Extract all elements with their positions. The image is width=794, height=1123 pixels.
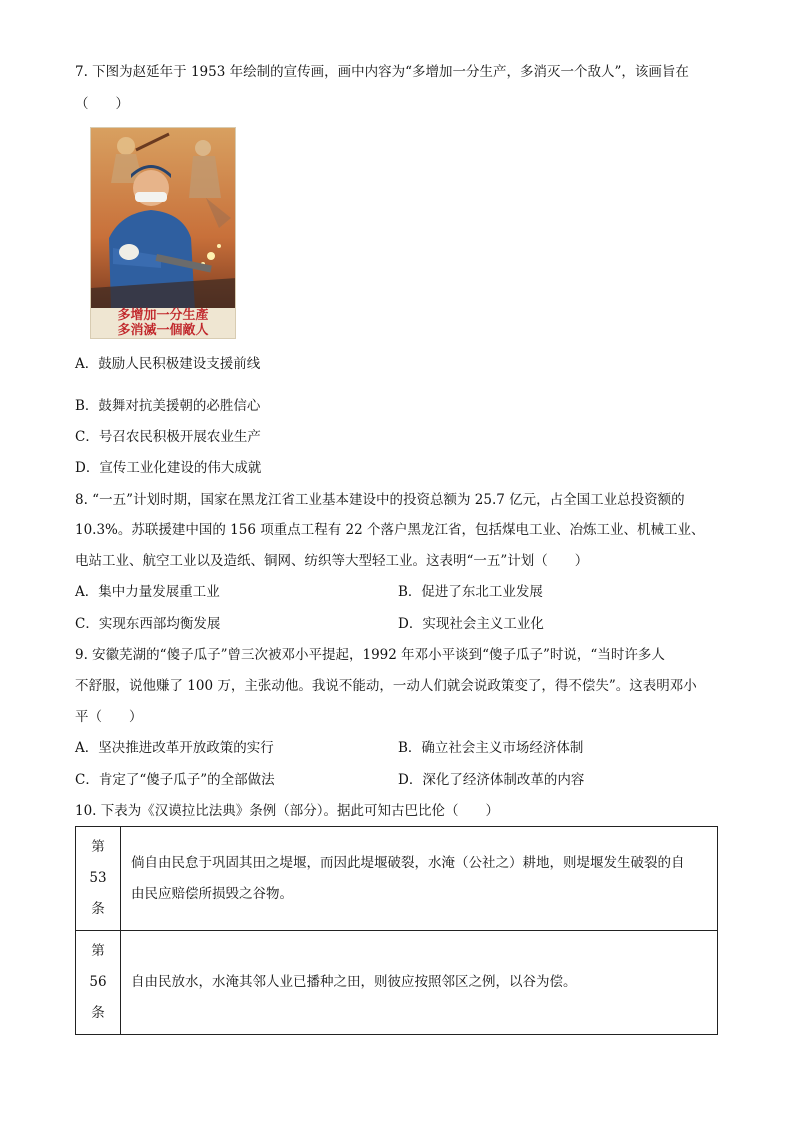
q9-stem-line-1: 9. 安徽芜湖的“傻子瓜子”曾三次被邓小平提起，1992 年邓小平谈到“傻子瓜子”时说，“当时许多人 [75,647,665,663]
article-number [76,931,121,1035]
article-suffix: 条 [91,901,105,917]
q8-stem-line-2: 10.3%。苏联援建中国的 156 项重点工程有 22 个落户黑龙江省，包括煤电工业、冶炼工业、机械工业、 [75,522,705,538]
article-text [121,827,718,931]
q8-option-b: B．促进了东北工业发展 [398,584,543,600]
article-text-line-1: 自由民放水，水淹其邻人业已播种之田，则彼应按照邻区之例，以谷为偿。 [131,974,577,990]
table-row [76,827,718,931]
article-suffix: 条 [91,1005,105,1021]
q8-stem-line-1: 8. “一五”计划时期，国家在黑龙江省工业基本建设中的投资总额为 25.7 亿元，占全国工业总投资额的 [75,492,685,508]
article-text-line-2: 由民应赔偿所损毁之谷物。 [131,885,293,902]
poster-caption [91,308,235,338]
q9-stem-line-3: 平（ ） [75,709,143,725]
q8-option-c: C．实现东西部均衡发展 [75,616,221,632]
q9-option-c: C．肯定了“傻子瓜子”的全部做法 [75,772,275,788]
propaganda-poster-image [90,127,236,339]
q8-stem-line-3: 电站工业、航空工业以及造纸、铜网、纺织等大型轻工业。这表明“一五”计划（ ） [75,553,589,569]
q8-option-a: A．集中力量发展重工业 [75,584,220,600]
q7-stem-line-2: （ ） [75,96,129,112]
article-digits: 53 [89,870,107,886]
hammurabi-code-table [75,826,718,1035]
q9-option-a: A．坚决推进改革开放政策的实行 [75,740,274,756]
article-prefix: 第 [91,943,105,959]
q7-stem-line-1: 7. 下图为赵延年于 1953 年绘制的宣传画，画中内容为“多增加一分生产，多消灭一个敌人”，该画旨在 [75,64,689,80]
q7-option-d: D．宣传工业化建设的伟大成就 [75,460,262,476]
article-text [121,931,718,1035]
q9-option-d: D．深化了经济体制改革的内容 [398,772,585,788]
q8-option-d: D．实现社会主义工业化 [398,616,544,632]
q9-stem-line-2: 不舒服，说他赚了 100 万，主张动他。我说不能动，一动人们就会说政策变了，得不偿失”。这表明邓小 [75,678,697,694]
q10-stem: 10. 下表为《汉谟拉比法典》条例（部分）。据此可知古巴比伦（ ） [75,803,500,819]
q9-option-b: B．确立社会主义市场经济体制 [398,740,584,756]
poster-caption-line-2: 多消滅一個敵人 [117,323,209,338]
q7-option-c: C．号召农民积极开展农业生产 [75,429,261,445]
article-digits: 56 [89,974,107,990]
article-text-line-1: 倘自由民怠于巩固其田之堤堰，而因此堤堰破裂，水淹（公社之）耕地，则堤堰发生破裂的自 [131,854,685,871]
q7-option-a: A．鼓励人民积极建设支援前线 [75,356,261,372]
article-number [76,827,121,931]
q7-option-b: B．鼓舞对抗美援朝的必胜信心 [75,398,261,414]
poster-illustration [91,128,236,310]
poster-caption-line-1: 多增加一分生產 [117,308,209,323]
table-row [76,931,718,1035]
article-prefix: 第 [91,839,105,855]
